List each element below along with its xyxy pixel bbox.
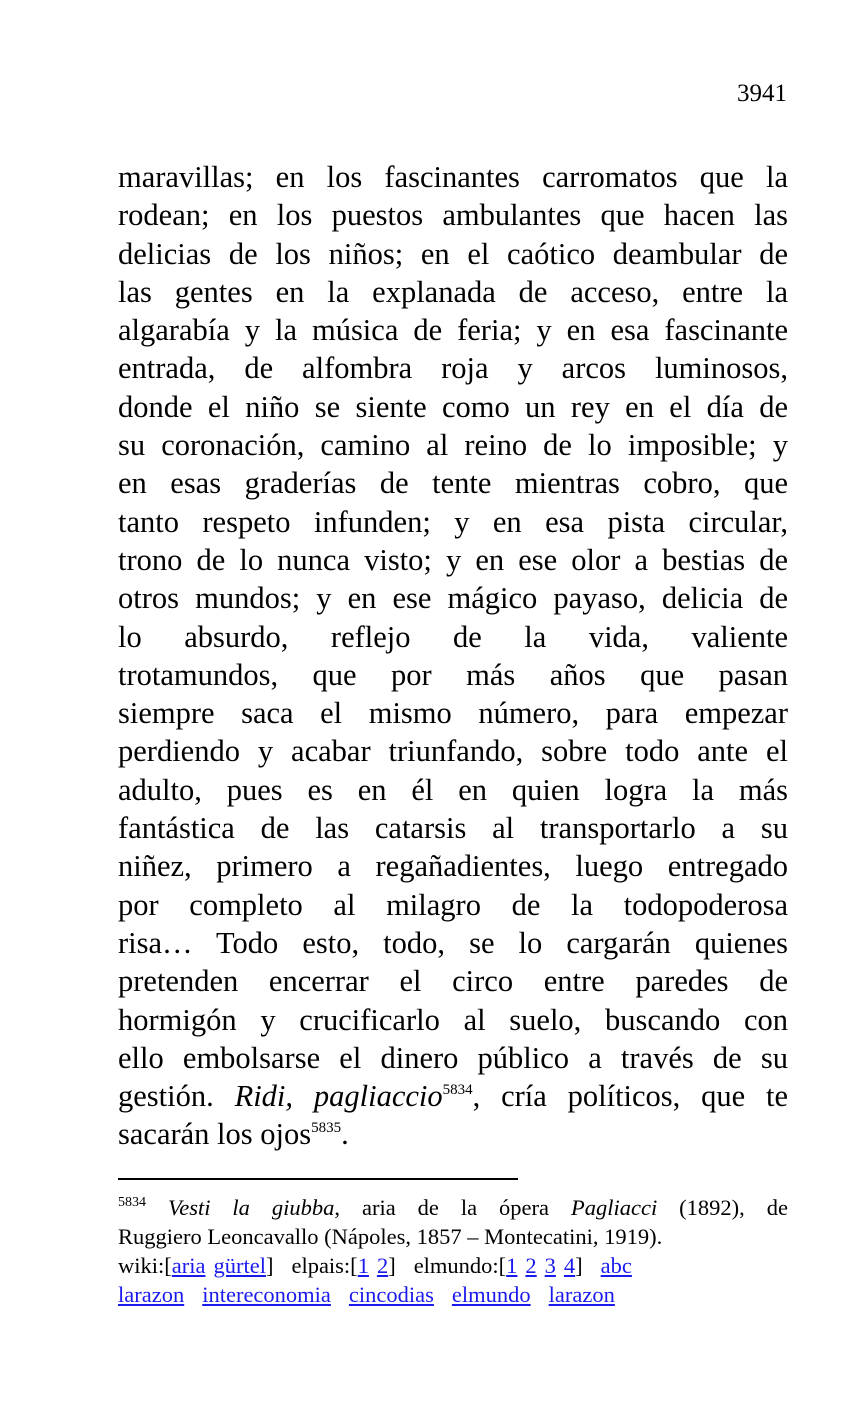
label: elpais:[ [291,1253,358,1278]
body-line: en esas graderías de tente mientras cobro, que [118,466,788,501]
body-line: lo absurdo, reflejo de la vida, valiente [118,619,788,654]
label: ] [575,1253,583,1278]
label: elmundo:[ [413,1253,507,1278]
label: ] [265,1253,274,1278]
footnote-separator [118,1178,518,1180]
footnote-ref[interactable]: 5835 [311,1120,342,1137]
body-line: algarabía y la música de feria; y en esa fascinante [118,313,788,348]
italic-title: Vesti la giubba [167,1195,335,1220]
italic-title: Pagliacci [570,1195,658,1220]
text-segment: sacarán los ojos [118,1117,312,1152]
link-elmundo-3[interactable]: 3 [544,1253,556,1278]
body-line: entrada, de alfombra roja y arcos luminosos, [118,351,788,386]
footnote-ref[interactable]: 5834 [442,1082,473,1099]
body-line: maravillas; en los fascinantes carromatos que la [118,160,788,194]
body-line: por completo al milagro de la todopoderosa [118,887,788,922]
link-elmundo-2[interactable]: 2 [525,1253,537,1278]
body-line: las gentes en la explanada de acceso, entre la [118,274,788,309]
label: wiki:[ [118,1253,172,1278]
footnote [118,1193,788,1309]
body-line: tanto respeto infunden; y en esa pista circular, [118,504,788,539]
italic-title: Ridi, pagliaccio [234,1079,443,1114]
body-text [118,158,788,1154]
footnote-number: 5834 [118,1195,146,1210]
body-line: perdiendo y acabar triunfando, sobre todo ante el [118,734,788,769]
body-line: adulto, pues es en él en quien logra la más [118,772,788,807]
link-intereconomia[interactable]: intereconomia [202,1282,331,1307]
link-abc[interactable]: abc [600,1253,632,1278]
link-elpais-1[interactable]: 1 [357,1253,369,1278]
body-line: donde el niño se siente como un rey en el día de [118,389,788,424]
body-line: niñez, primero a regañadientes, luego entregado [118,849,788,884]
body-line: siempre saca el mismo número, para empezar [118,696,788,731]
body-line: delicias de los niños; en el caótico deambular de [118,236,788,271]
footnote-links [118,1251,788,1280]
body-line: otros mundos; y en ese mágico payaso, delicia de [118,581,788,616]
link-elmundo[interactable]: elmundo [451,1282,531,1307]
link-larazon-2[interactable]: larazon [548,1282,615,1307]
footnote-line [118,1193,788,1222]
body-line: trotamundos, que por más años que pasan [118,657,788,692]
body-line-ridi [118,1077,788,1115]
link-larazon[interactable]: larazon [118,1282,185,1307]
text-segment: , cría políticos, que te [472,1079,789,1114]
text-segment: (1892), de [657,1195,788,1220]
body-line: trono de lo nunca visto; y en ese olor a bestias de [118,542,788,577]
footnote-links [118,1280,788,1309]
text-segment: , aria de la ópera [334,1195,571,1220]
footnote-line: Ruggiero Leoncavallo (Nápoles, 1857 – Montecatini, 1919). [118,1224,663,1249]
body-line-last [118,1115,788,1153]
body-line: hormigón y crucificarlo al suelo, buscando con [118,1002,788,1037]
body-line: pretenden encerrar el circo entre paredes de [118,964,788,999]
text-segment: . [341,1117,349,1152]
body-line: ello embolsarse el dinero público a través de su [118,1040,788,1075]
body-line: fantástica de las catarsis al transportarlo a su [118,811,788,846]
link-elmundo-4[interactable]: 4 [563,1253,576,1278]
body-line: rodean; en los puestos ambulantes que hacen las [118,198,788,233]
link-elpais-2[interactable]: 2 [376,1253,389,1278]
link-cincodias[interactable]: cincodias [348,1282,434,1307]
label: ] [388,1253,396,1278]
body-line: risa… Todo esto, todo, se lo cargarán quienes [118,925,788,960]
link-wiki-gurtel[interactable]: gürtel [213,1253,266,1278]
body-line: su coronación, camino al reino de lo imposible; y [118,428,788,463]
link-wiki-aria[interactable]: aria [171,1253,206,1278]
page-number: 3941 [737,80,787,107]
link-elmundo-1[interactable]: 1 [506,1253,518,1278]
text-segment: gestión. [118,1079,235,1114]
